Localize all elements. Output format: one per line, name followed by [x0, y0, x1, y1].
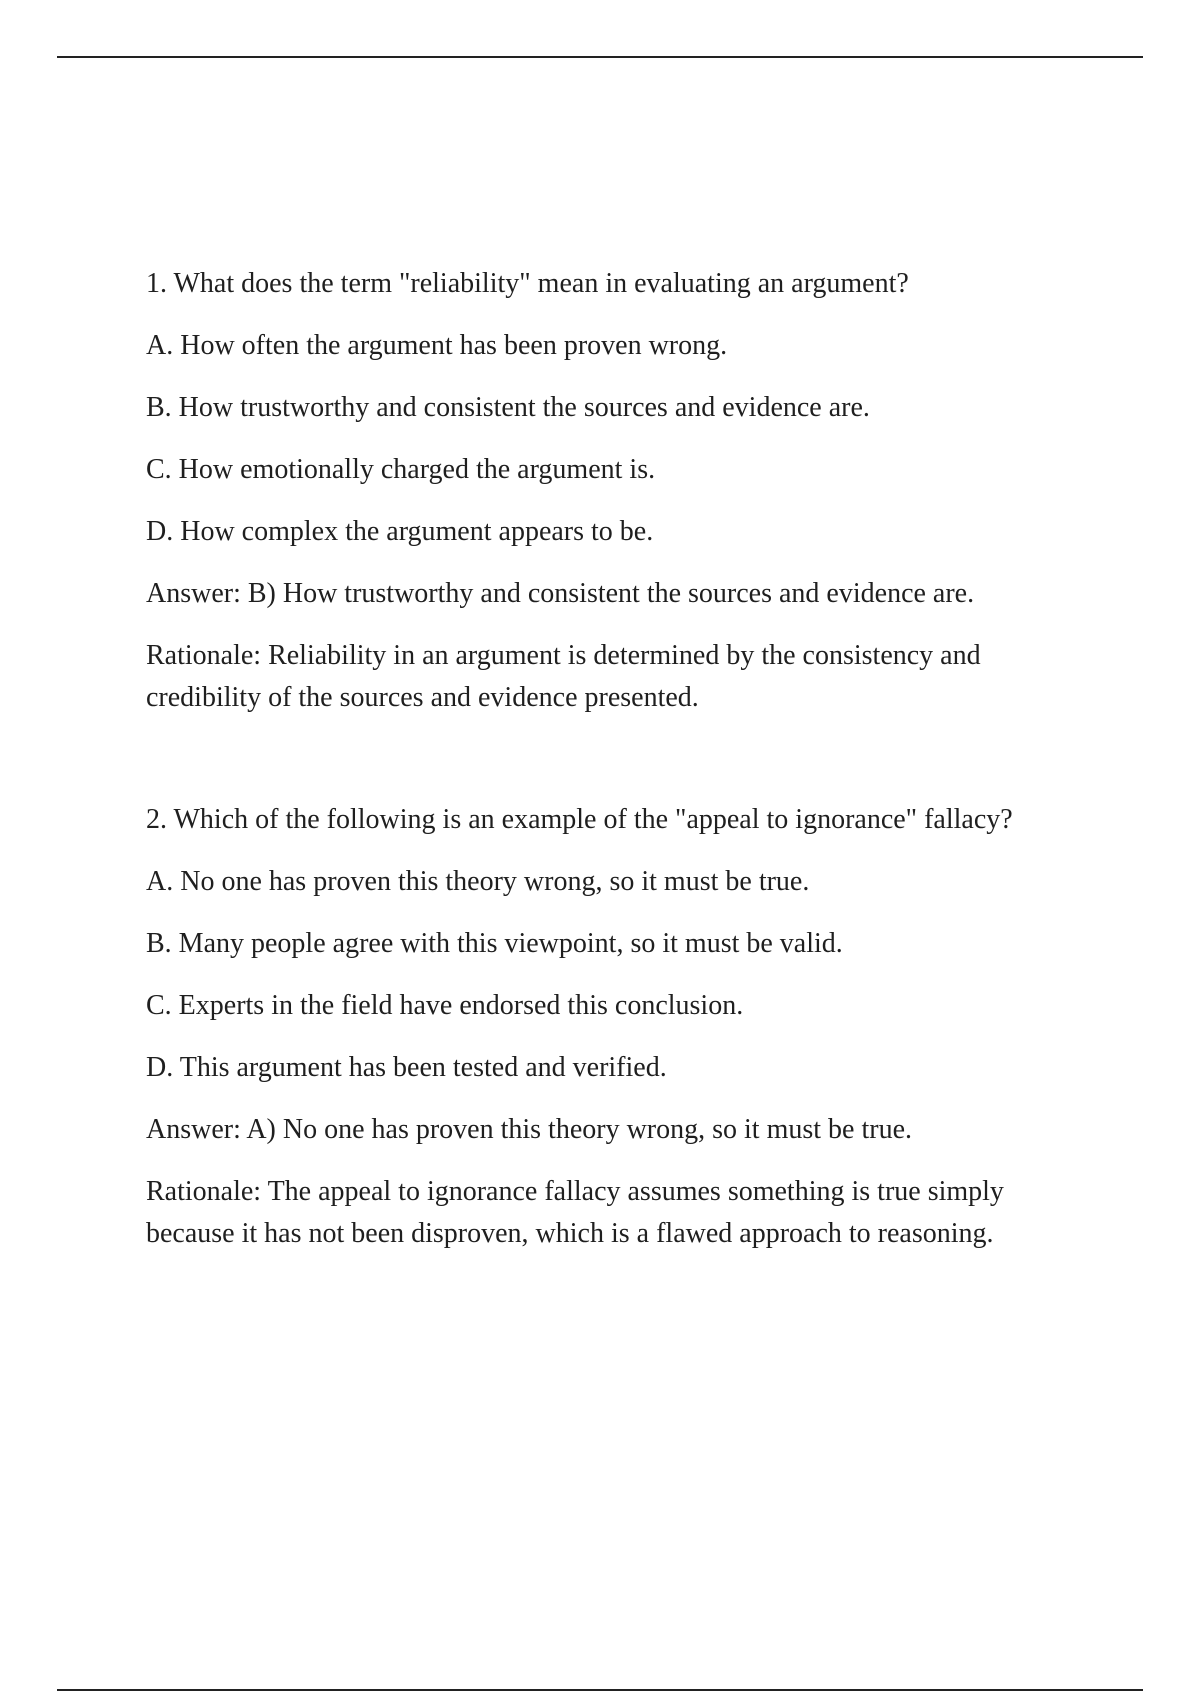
question-block-1	[146, 263, 1096, 719]
top-divider	[57, 56, 1143, 58]
question-block-2	[146, 799, 1096, 1255]
option-c: C. How emotionally charged the argument is.	[146, 454, 656, 485]
document-body	[146, 263, 1096, 1255]
option-c: C. Experts in the field have endorsed this conclusion.	[146, 990, 744, 1021]
question-text: 2. Which of the following is an example of the "appeal to ignorance" fallacy?	[146, 804, 1013, 835]
question-text: 1. What does the term "reliability" mean in evaluating an argument?	[146, 268, 909, 299]
option-a: A. How often the argument has been proven wrong.	[146, 330, 728, 361]
answer-text: Answer: A) No one has proven this theory wrong, so it must be true.	[146, 1114, 912, 1145]
option-b: B. How trustworthy and consistent the sources and evidence are.	[146, 392, 870, 423]
option-a: A. No one has proven this theory wrong, so it must be true.	[146, 866, 810, 897]
rationale-text: Rationale: The appeal to ignorance fallacy assumes something is true simply because it has not been disproven, which is a flawed approach to reasoning.	[146, 1176, 1004, 1249]
option-d: D. How complex the argument appears to be.	[146, 516, 654, 547]
option-b: B. Many people agree with this viewpoint, so it must be valid.	[146, 928, 843, 959]
rationale-text: Rationale: Reliability in an argument is determined by the consistency and credibility of the sources and evidence presented.	[146, 640, 981, 713]
bottom-divider	[57, 1689, 1143, 1691]
option-d: D. This argument has been tested and verified.	[146, 1052, 667, 1083]
answer-text: Answer: B) How trustworthy and consistent the sources and evidence are.	[146, 578, 975, 609]
